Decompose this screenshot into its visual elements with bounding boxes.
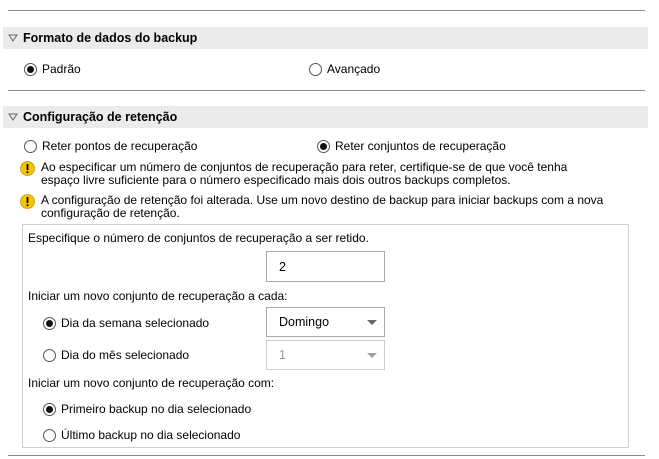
backup-format-title: Formato de dados do backup	[23, 31, 198, 45]
radio-retain-points-circle[interactable]	[24, 140, 37, 153]
radio-day-of-week[interactable]	[43, 314, 209, 332]
radio-advanced-label: Avançado	[327, 62, 381, 76]
start-every-label: Iniciar um novo conjunto de recuperação a cada:	[28, 289, 288, 303]
day-of-month-select[interactable]	[266, 340, 385, 370]
warning-space	[20, 161, 640, 187]
radio-last-backup-circle[interactable]	[43, 429, 56, 442]
section-divider	[8, 90, 645, 91]
radio-day-of-week-circle[interactable]	[43, 317, 56, 330]
radio-standard[interactable]	[24, 60, 81, 78]
radio-advanced-circle[interactable]	[309, 63, 322, 76]
retention-header[interactable]	[3, 106, 648, 128]
radio-day-of-month-label: Dia do mês selecionado	[61, 348, 190, 362]
radio-day-of-month[interactable]	[43, 346, 189, 364]
warning-space-line1: Ao especificar um número de conjuntos de recuperação para reter, certifique-se de que você tenha	[41, 160, 568, 174]
radio-first-backup-label: Primeiro backup no dia selecionado	[61, 402, 252, 416]
chevron-down-icon[interactable]	[367, 353, 377, 358]
radio-retain-points[interactable]	[24, 137, 197, 155]
radio-first-backup-circle[interactable]	[43, 403, 56, 416]
start-with-label: Iniciar um novo conjunto de recuperação com:	[28, 376, 275, 390]
warning-config-changed	[20, 194, 640, 220]
chevron-down-icon[interactable]	[367, 320, 377, 325]
radio-retain-sets-circle[interactable]	[317, 140, 330, 153]
backup-format-header[interactable]	[3, 27, 648, 49]
radio-day-of-month-circle[interactable]	[43, 349, 56, 362]
warning-config-line2: configuração de retenção.	[41, 206, 180, 220]
radio-last-backup[interactable]	[43, 426, 240, 444]
radio-retain-points-label: Reter pontos de recuperação	[42, 139, 198, 153]
bottom-divider	[8, 455, 645, 456]
radio-first-backup[interactable]	[43, 400, 251, 418]
radio-last-backup-label: Último backup no dia selecionado	[61, 428, 241, 442]
radio-day-of-week-label: Dia da semana selecionado	[61, 316, 210, 330]
collapse-triangle-icon[interactable]	[3, 27, 23, 49]
recovery-set-count-input[interactable]: 2	[266, 251, 385, 282]
warning-icon	[20, 194, 35, 209]
day-of-week-select[interactable]	[266, 307, 385, 337]
day-of-month-value: 1	[279, 348, 286, 362]
radio-retain-sets[interactable]	[317, 137, 506, 155]
radio-standard-label: Padrão	[42, 62, 81, 76]
radio-advanced[interactable]	[309, 60, 380, 78]
collapse-triangle-icon[interactable]	[3, 106, 23, 128]
top-divider	[8, 10, 645, 11]
warning-space-line2: espaço livre suficiente para o número especificado mais dois outros backups completos.	[41, 173, 511, 187]
warning-icon	[20, 161, 35, 176]
count-label: Especifique o número de conjuntos de recuperação a ser retido.	[28, 231, 369, 245]
retention-title: Configuração de retenção	[23, 110, 178, 124]
radio-retain-sets-label: Reter conjuntos de recuperação	[335, 139, 506, 153]
radio-standard-circle[interactable]	[24, 63, 37, 76]
day-of-week-value: Domingo	[279, 315, 330, 329]
warning-config-line1: A configuração de retenção foi alterada. Use um novo destino de backup para iniciar backups com a nova	[41, 193, 604, 207]
